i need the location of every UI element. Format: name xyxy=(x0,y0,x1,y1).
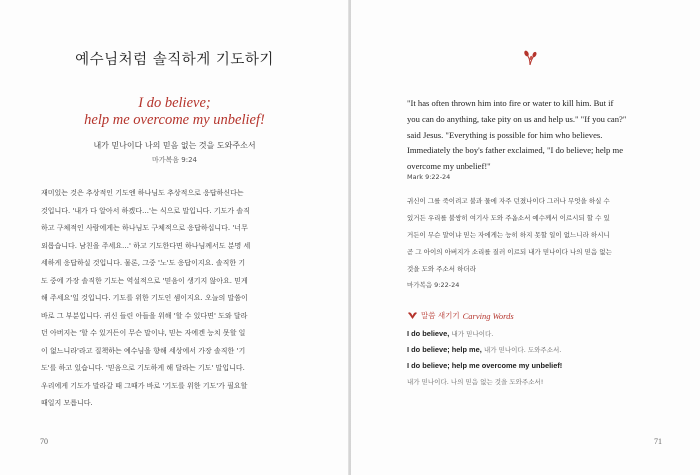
carving-words-heading xyxy=(407,310,514,321)
page-number: 70 xyxy=(40,437,48,446)
scripture-english-reference: Mark 9:22-24 xyxy=(407,173,451,181)
page-number: 71 xyxy=(654,437,662,446)
carving-english: I do believe, xyxy=(407,329,450,338)
scripture-line: 거든이 무슨 말이냐 믿는 자에게는 능히 하지 못할 일이 없느니라 하시니 xyxy=(407,231,610,239)
scripture-line: "It has often thrown him into fire or water to kill him. But if xyxy=(407,98,614,108)
verse-english-line-2: help me overcome my unbelief! xyxy=(84,112,265,128)
body-line: 것입니다. '내가 다 알아서 하겠다…'는 식으로 말입니다. 기도가 솔직 xyxy=(41,206,250,215)
carving-row xyxy=(407,358,562,374)
scripture-line: 있거든 우리를 불쌍히 여기사 도와 주옵소서 예수께서 이르시되 할 수 있 xyxy=(407,214,610,222)
body-line: 던 아버지는 '할 수 있거든이 무슨 말이냐, 믿는 자에겐 능치 못할 일 xyxy=(41,329,246,337)
right-page xyxy=(351,0,700,475)
body-line: 해 주세요'일 것입니다. 기도를 위한 기도인 셈이지요. 오늘의 말씀이 xyxy=(41,294,248,302)
scripture-line: 귀신이 그를 죽이려고 불과 물에 자주 던졌나이다 그러나 무엇을 하실 수 xyxy=(407,197,610,205)
carving-row xyxy=(407,374,562,390)
scripture-english xyxy=(407,96,663,175)
verse-english-line-1: I do believe; xyxy=(138,95,211,111)
verse-korean: 내가 믿나이다 나의 믿음 없는 것을 도와주소서 xyxy=(93,141,256,150)
flower-icon xyxy=(523,50,537,66)
body-line: 이 없느니라'라고 질책하는 예수님을 향해 세상에서 가장 솔직한 '기 xyxy=(41,346,246,355)
carving-heading-korean: 말씀 새기기 xyxy=(421,311,460,320)
body-line: 도 중에 가장 솔직한 기도는 역설적으로 '믿음이 생기지 않아요. 믿게 xyxy=(41,276,248,285)
left-page xyxy=(0,0,349,475)
carving-row xyxy=(407,342,562,358)
page-title: 예수님처럼 솔직하게 기도하기 xyxy=(75,52,274,68)
carving-icon xyxy=(407,311,418,320)
scripture-line: 것을 도와 주소서 하더라 xyxy=(407,265,476,273)
body-line: 하고 구체적인 사람에게는 하나님도 구체적으로 응답하십니다. '너무 xyxy=(41,224,248,232)
body-line: 외롭습니다. 남친을 주세요…' 하고 기도한다면 하나님께서도 분명 세 xyxy=(41,241,251,250)
carving-english: I do believe; help me, xyxy=(407,345,482,354)
carving-row xyxy=(407,326,562,342)
scripture-line: overcome my unbelief!" xyxy=(407,161,491,172)
verse-english xyxy=(0,95,349,129)
body-line: 때일지 모릅니다. xyxy=(41,399,93,407)
body-line: 도'를 하고 있습니다. '믿음으로 기도하게 해 달라는 기도' 말입니다. xyxy=(41,364,245,372)
body-line: 우리에게 기도가 말라갈 때 그때가 바로 '기도를 위한 기도'가 필요할 xyxy=(41,381,248,390)
scripture-line: Immediately the boy's father exclaimed, "I do believe; help me xyxy=(407,145,624,156)
carving-words-list xyxy=(407,326,562,390)
body-line: 바로 그 부분입니다. 귀신 들린 아들을 위해 '할 수 있다면' 도와 달라 xyxy=(41,311,248,320)
carving-korean: 내가 믿나이다. 나의 믿음 없는 것을 도와주소서! xyxy=(407,378,544,386)
verse-reference: 마가복음 9:24 xyxy=(152,156,197,164)
scripture-korean-reference: 마가복음 9:22-24 xyxy=(407,281,460,289)
scripture-korean xyxy=(407,193,663,278)
carving-korean: 내가 믿나이다. 도와주소서. xyxy=(483,346,562,354)
devotional-body xyxy=(41,185,301,413)
body-line: 세하게 응답하실 것입니다. 물론, 그중 '노'도 응답이지요. 솔직한 기 xyxy=(41,259,246,267)
scripture-line: you can do anything, take pity on us and help us." "If you can?" xyxy=(407,113,627,124)
scripture-line: said Jesus. "Everything is possible for him who believes. xyxy=(407,129,603,140)
body-line: 재미있는 것은 추상적인 기도엔 하나님도 추상적으로 응답하신다는 xyxy=(41,189,244,197)
carving-heading-english: Carving Words xyxy=(462,310,514,321)
scripture-line: 곧 그 아이의 아버지가 소리를 질러 이르되 내가 믿나이다 나의 믿음 없는 xyxy=(407,248,612,256)
carving-korean: 내가 믿나이다. xyxy=(451,330,494,338)
carving-english: I do believe; help me overcome my unbelief! xyxy=(407,361,563,370)
